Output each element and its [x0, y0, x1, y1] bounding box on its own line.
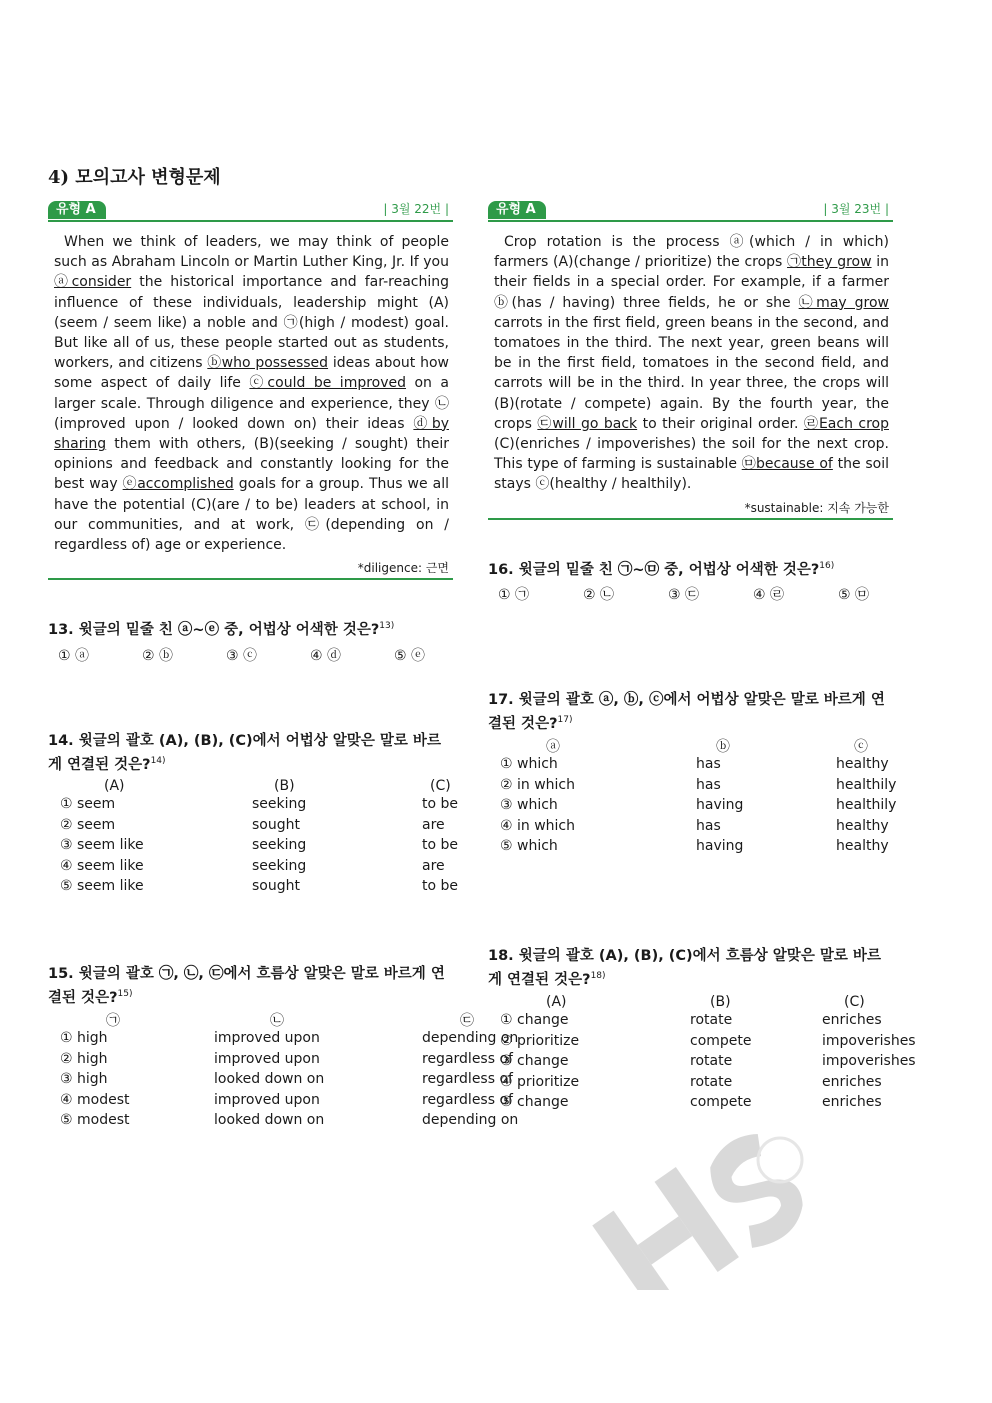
option-cell[interactable]: ④ modest: [60, 1091, 130, 1108]
column-header: (C): [844, 994, 865, 1010]
option-cell: rotate: [690, 1073, 733, 1090]
column-header: ⓒ: [854, 739, 868, 755]
options-table-14: [60, 776, 530, 899]
option-row[interactable]: [60, 1092, 570, 1113]
option-cell: healthy: [836, 756, 889, 772]
question-16: [488, 556, 893, 580]
option-row[interactable]: [500, 1074, 954, 1095]
option-cell: having: [696, 838, 744, 855]
option-cell[interactable]: ⑤ which: [500, 838, 558, 855]
option-cell[interactable]: ⑤ change: [500, 1094, 569, 1111]
question-text: 윗글의 괄호 ⓐ, ⓑ, ⓒ에서 어법상 알맞은 말로 바르게 연결된 것은?: [488, 692, 885, 732]
option-row[interactable]: [60, 1030, 570, 1051]
option-cell[interactable]: ③ change: [500, 1053, 569, 1070]
option-cell: healthily: [836, 797, 897, 814]
option-cell[interactable]: ② in which: [500, 776, 575, 793]
option-cell: are: [422, 857, 445, 874]
passage-text: [48, 222, 453, 555]
underlined-phrase: ㉢will go back: [537, 415, 638, 432]
footnote-ref: 16): [819, 561, 835, 571]
source-label: | 3월 23번 |: [823, 202, 889, 216]
passage-span: the soil stays ⓒ(healthy / healthily).: [494, 456, 890, 493]
option-row[interactable]: [500, 1053, 954, 1074]
question-17: [488, 690, 893, 734]
choice-option[interactable]: ① ⓐ: [58, 648, 90, 664]
passage-span: them with others, (B)(seeking / sought) their opinions and feedback and constantly looking for the best way: [54, 436, 449, 493]
option-cell: to be: [422, 878, 459, 895]
choices-13: [58, 645, 454, 665]
footnote-ref: 15): [117, 989, 133, 999]
option-cell: improved upon: [214, 1030, 320, 1046]
option-cell: sought: [252, 816, 300, 833]
option-cell[interactable]: ③ high: [60, 1071, 108, 1088]
passage-right: [488, 200, 893, 520]
option-row[interactable]: [500, 777, 954, 798]
option-cell[interactable]: ② prioritize: [500, 1032, 580, 1049]
question-number: 14.: [48, 733, 74, 749]
column-header: ㉡: [270, 1013, 284, 1029]
option-cell: looked down on: [214, 1112, 325, 1129]
underlined-phrase: ⓐconsider: [54, 274, 132, 291]
column-header: (A): [104, 778, 125, 794]
underlined-phrase: ⓒcould be improved: [249, 375, 407, 392]
footnote-ref: 18): [590, 971, 606, 981]
choice-option[interactable]: ① ㉠: [498, 587, 530, 603]
option-row[interactable]: [60, 817, 530, 838]
passage-span: goals for a group. Thus we all have the potential (C)(are / to be) leaders at school, in our communities, and at work, ㉢(depending on / regardless of) age or experience.: [54, 476, 449, 554]
option-cell: to be: [422, 796, 459, 812]
option-cell: impoverishes: [822, 1032, 916, 1049]
option-cell: regardless of: [422, 1091, 513, 1108]
option-cell: regardless of: [422, 1050, 513, 1067]
option-row[interactable]: [500, 1033, 954, 1054]
question-13: [48, 616, 453, 640]
option-row[interactable]: [500, 1012, 954, 1033]
question-text: 윗글의 밑줄 친 ㉠~㉤ 중, 어법상 어색한 것은?: [518, 561, 820, 578]
column-header: (A): [546, 994, 567, 1010]
underlined-phrase: ㉠they grow: [787, 254, 872, 271]
option-cell[interactable]: ③ seem like: [60, 837, 144, 854]
option-row[interactable]: [500, 818, 954, 839]
choice-option[interactable]: ② ⓑ: [142, 648, 174, 664]
option-row[interactable]: [60, 796, 530, 817]
option-cell: has: [696, 756, 721, 772]
option-cell: compete: [690, 1094, 752, 1111]
choice-option[interactable]: ② ㉡: [583, 587, 615, 603]
option-cell[interactable]: ③ which: [500, 797, 558, 814]
option-cell[interactable]: ④ in which: [500, 817, 575, 834]
passage-span: carrots in the first field, green beans in the second, and tomatoes in the third. The next year, green beans will be in the first field, tomatoes in the second field, and carrots will be in the third. In year three, the crops will (B)(rotate / compete) again. By the fourth year, the crops: [494, 314, 889, 432]
passage-text: [488, 222, 893, 495]
options-table-18: [500, 992, 954, 1115]
option-cell: improved upon: [214, 1091, 320, 1108]
option-row[interactable]: [500, 756, 954, 777]
option-cell[interactable]: ⑤ modest: [60, 1112, 130, 1129]
passage-span: Crop rotation is the process ⓐ(which / in which) farmers (A)(change / prioritize) the crops: [494, 234, 889, 271]
choice-option[interactable]: ④ ㉣: [753, 587, 785, 603]
option-cell: regardless of: [422, 1071, 513, 1088]
option-cell: compete: [690, 1032, 752, 1049]
option-row[interactable]: [60, 1071, 570, 1092]
option-cell: depending on: [422, 1030, 519, 1046]
column-header: ⓐ: [546, 739, 560, 755]
footnote-ref: 14): [150, 756, 166, 766]
option-cell: has: [696, 776, 721, 793]
option-cell[interactable]: ④ prioritize: [500, 1073, 580, 1090]
option-row[interactable]: [60, 1051, 570, 1072]
choice-option[interactable]: ③ ⓒ: [226, 648, 258, 664]
option-cell: has: [696, 817, 721, 834]
option-cell: are: [422, 816, 445, 833]
option-cell: enriches: [822, 1012, 882, 1028]
option-row[interactable]: [60, 837, 530, 858]
passage-header: [48, 200, 453, 222]
question-text: 윗글의 밑줄 친 ⓐ~ⓔ 중, 어법상 어색한 것은?: [78, 621, 380, 638]
underlined-phrase: ㉤because of: [741, 456, 833, 473]
option-cell[interactable]: ① which: [500, 756, 558, 772]
column-header: ㉢: [460, 1013, 474, 1029]
options-table-17: [500, 736, 954, 859]
option-cell: seeking: [252, 857, 307, 874]
choice-option[interactable]: ③ ㉢: [668, 587, 700, 603]
option-cell[interactable]: ② seem: [60, 816, 116, 833]
type-badge: 유형 A: [488, 201, 546, 219]
question-text: 윗글의 괄호 (A), (B), (C)에서 어법상 알맞은 말로 바르게 연결된 것은?: [48, 733, 441, 773]
question-number: 17.: [488, 692, 514, 708]
type-badge: 유형 A: [48, 201, 106, 219]
question-number: 16.: [488, 561, 514, 578]
vocab-note: *sustainable: 지속 가능한: [488, 495, 893, 520]
option-cell: to be: [422, 837, 459, 854]
column-header: (B): [710, 994, 731, 1010]
option-row[interactable]: [500, 1094, 954, 1115]
option-cell: enriches: [822, 1073, 882, 1090]
passage-header: [488, 200, 893, 222]
section-title: 4) 모의고사 변형문제: [48, 167, 221, 188]
column-header: ㉠: [106, 1013, 120, 1029]
choices-16: [498, 584, 898, 604]
question-number: 13.: [48, 621, 74, 638]
question-15: [48, 964, 453, 1008]
footnote-ref: 13): [379, 621, 395, 631]
option-row[interactable]: [500, 797, 954, 818]
option-cell: seeking: [252, 837, 307, 854]
option-cell[interactable]: ④ seem like: [60, 857, 144, 874]
passage-span: When we think of leaders, we may think of people such as Abraham Lincoln or Martin Luther King, Jr. If you: [54, 234, 449, 271]
vocab-note: *diligence: 근면: [48, 555, 453, 580]
choice-option[interactable]: ⑤ ㉤: [838, 587, 870, 603]
option-cell: improved upon: [214, 1050, 320, 1067]
passage-span: the historical importance and far-reaching influence of these individuals, leadership might (A)(seem / seem like) a noble and ㉠(high / modest) goal. But like all of us, these people started out as students, workers, and citizens: [54, 274, 449, 372]
option-cell: looked down on: [214, 1071, 325, 1088]
options-table-15: [60, 1010, 570, 1133]
option-cell: healthy: [836, 838, 889, 855]
footnote-ref: 17): [557, 715, 573, 725]
passage-span: in their fields in a special order. For example, if a farmer ⓑ(has / having) three fields, he or she: [494, 254, 890, 311]
option-cell: seeking: [252, 796, 307, 812]
passage-span: (C)(enriches / impoverishes) the soil for the next crop. This type of farming is sustainable: [494, 436, 889, 473]
column-header: (B): [274, 778, 295, 794]
option-cell[interactable]: ① high: [60, 1030, 108, 1046]
choice-option[interactable]: ④ ⓓ: [310, 648, 342, 664]
option-cell[interactable]: ① seem: [60, 796, 116, 812]
underlined-phrase: ㉣Each crop: [803, 415, 889, 432]
option-row[interactable]: [60, 858, 530, 879]
underlined-phrase: ㉡may grow: [798, 294, 890, 311]
passage-span: ideas about how some aspect of daily life: [54, 355, 449, 392]
option-row[interactable]: [500, 838, 954, 859]
option-cell: rotate: [690, 1053, 733, 1070]
question-number: 15.: [48, 966, 74, 982]
question-18: [488, 946, 893, 990]
question-text: 윗글의 괄호 ㉠, ㉡, ㉢에서 흐름상 알맞은 말로 바르게 연결된 것은?: [48, 966, 445, 1006]
passage-span: to their original order.: [637, 415, 804, 432]
underlined-phrase: ⓔaccomplished: [122, 476, 234, 493]
passage-left: [48, 200, 453, 580]
option-row[interactable]: [60, 1112, 570, 1133]
question-text: 윗글의 괄호 (A), (B), (C)에서 흐름상 알맞은 말로 바르게 연결된 것은?: [488, 948, 881, 988]
option-cell[interactable]: ① change: [500, 1012, 569, 1028]
option-cell: rotate: [690, 1012, 733, 1028]
option-cell[interactable]: ② high: [60, 1050, 108, 1067]
option-cell[interactable]: ⑤ seem like: [60, 878, 144, 895]
option-row[interactable]: [60, 878, 530, 899]
question-14: [48, 731, 453, 775]
column-header: (C): [430, 778, 451, 794]
option-cell: having: [696, 797, 744, 814]
underlined-phrase: ⓓby sharing: [54, 415, 449, 453]
passage-span: on a larger scale. Through diligence and experience, they ㉡(improved upon / looked down on) their ideas: [54, 375, 449, 432]
option-cell: healthy: [836, 817, 889, 834]
option-cell: depending on: [422, 1112, 519, 1129]
option-cell: sought: [252, 878, 300, 895]
option-cell: healthily: [836, 776, 897, 793]
underlined-phrase: ⓑwho possessed: [207, 355, 329, 372]
source-label: | 3월 22번 |: [383, 202, 449, 216]
option-cell: impoverishes: [822, 1053, 916, 1070]
option-cell: enriches: [822, 1094, 882, 1111]
column-header: ⓑ: [716, 739, 730, 755]
question-number: 18.: [488, 948, 514, 964]
choice-option[interactable]: ⑤ ⓔ: [394, 648, 426, 664]
watermark-icon: [580, 1120, 820, 1290]
